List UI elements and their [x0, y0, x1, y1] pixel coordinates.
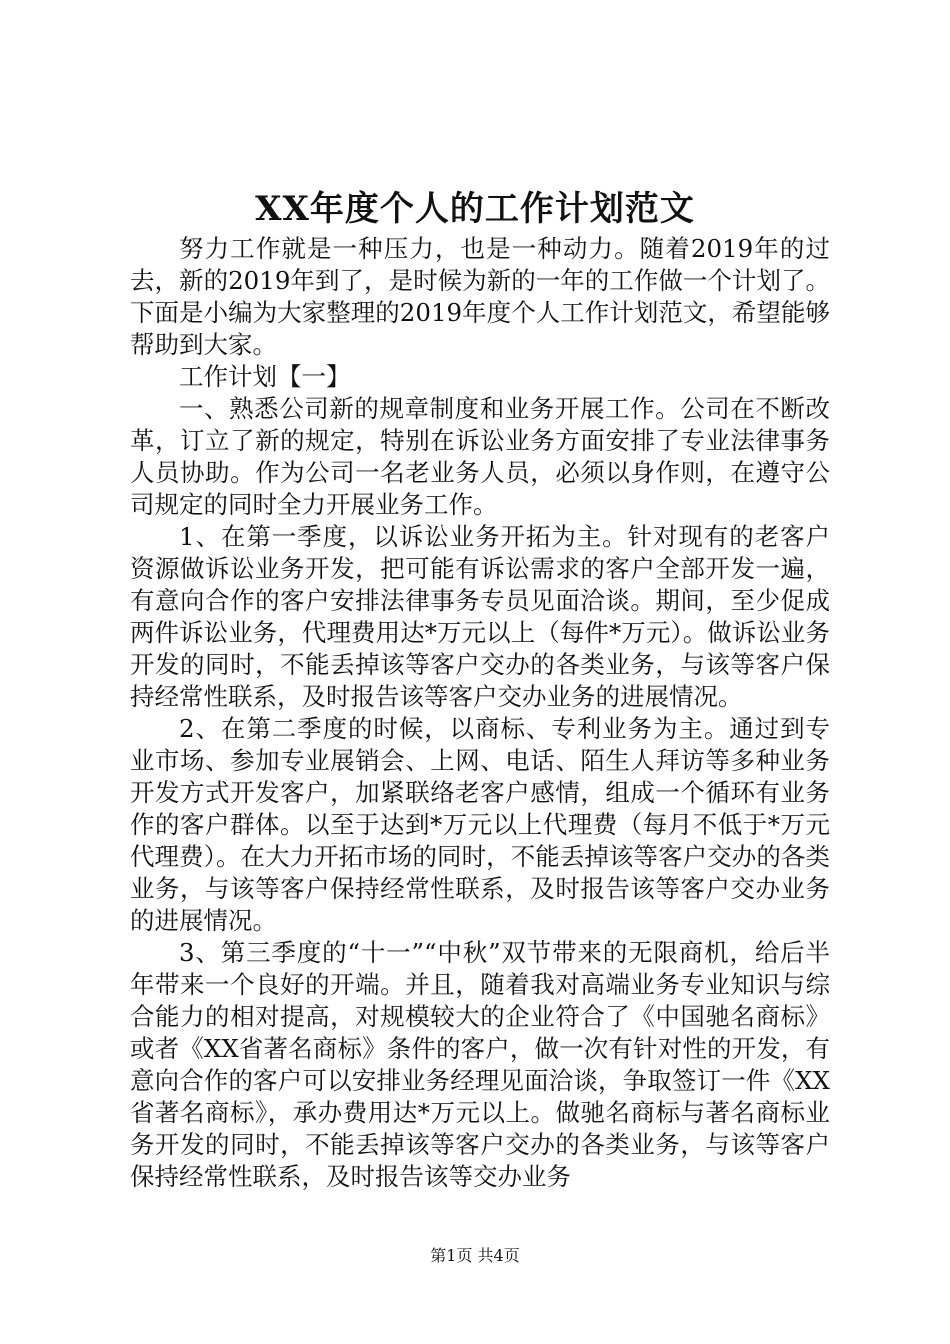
body-paragraph: 2、在第二季度的时候，以商标、专利业务为主。通过到专业市场、参加专业展销会、上网、电话、陌生人拜访等多种业务开发方式开发客户，加紧联络老客户感情，组成一个循环有业务作的客户群体。以至于达到*万元以上代理费（每月不低于*万元代理费）。在大力开拓市场的同时，不能丢掉该等客户交办的各类业务，与该等客户保持经常性联系，及时报告该等客户交办业务的进展情况。 [130, 714, 830, 935]
body-paragraph: 1、在第一季度，以诉讼业务开拓为主。针对现有的老客户资源做诉讼业务开发，把可能有诉讼需求的客户全部开发一遍，有意向合作的客户安排法律事务专员见面洽谈。期间，至少促成两件诉讼业务，代理费用达*万元以上（每件*万元）。做诉讼业务开发的同时，不能丢掉该等客户交办的各类业务，与该等客户保持经常性联系，及时报告该等客户交办业务的进展情况。 [130, 522, 830, 711]
intro-paragraph: 努力工作就是一种压力，也是一种动力。随着2019年的过去，新的2019年到了，是时候为新的一年的工作做一个计划了。下面是小编为大家整理的2019年度个人工作计划范文，希望能够帮助到大家。 [130, 234, 830, 359]
section-heading: 工作计划【一】 [179, 362, 351, 391]
document-body [130, 233, 830, 1193]
body-paragraph: 3、第三季度的“十一”“中秋”双节带来的无限商机，给后半年带来一个良好的开端。并且，随着我对高端业务专业知识与综合能力的相对提高，对规模较大的企业符合了《中国驰名商标》或者《XX省著名商标》条件的客户，做一次有针对性的开发，有意向合作的客户可以安排业务经理见面洽谈，争取签订一件《XX省著名商标》，承办费用达*万元以上。做驰名商标与著名商标业务开发的同时，不能丢掉该等客户交办的各类业务，与该等客户保持经常性联系，及时报告该等交办业务 [130, 938, 830, 1191]
document-title: XX年度个人的工作计划范文 [255, 189, 695, 229]
body-paragraph: 一、熟悉公司新的规章制度和业务开展工作。公司在不断改革，订立了新的规定，特别在诉讼业务方面安排了专业法律事务人员协助。作为公司一名老业务人员，必须以身作则，在遵守公司规定的同时全力开展业务工作。 [130, 394, 830, 519]
page-footer: 第1页 共4页 [430, 1246, 520, 1265]
